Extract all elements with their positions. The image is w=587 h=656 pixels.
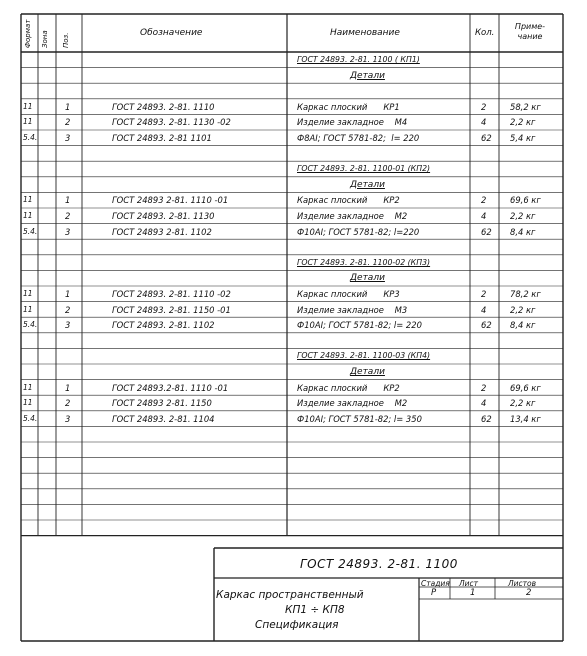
header-format: Формат bbox=[24, 19, 32, 48]
stamp-code: ГОСТ 24893. 2-81. 1100 bbox=[300, 557, 458, 571]
header-position: Поз. bbox=[62, 32, 70, 48]
row-position: 2 bbox=[65, 304, 71, 315]
row-designation: ГОСТ 24893 2-81. 1102 bbox=[112, 226, 212, 237]
header-note: Приме- чание bbox=[514, 22, 546, 41]
row-quantity: 62 bbox=[481, 133, 492, 143]
row-note: 78,2 кг bbox=[510, 289, 541, 299]
header-quantity: Кол. bbox=[475, 28, 495, 38]
row-note: 8,4 кг bbox=[510, 226, 536, 237]
stamp-title-line3: Спецификация bbox=[255, 619, 339, 631]
row-position: 3 bbox=[65, 133, 71, 143]
row-quantity: 62 bbox=[481, 320, 492, 331]
stamp-stage-value: Р bbox=[431, 588, 437, 598]
row-quantity: 4 bbox=[481, 211, 487, 221]
row-format: 11 bbox=[23, 117, 33, 127]
row-designation: ГОСТ 24893. 2-81. 1102 bbox=[112, 320, 215, 331]
row-assembly-code: ГОСТ 24893. 2-81. 1100 ( КП1) bbox=[297, 55, 420, 64]
stamp-sheets-label: Листов bbox=[508, 579, 537, 588]
row-designation: ГОСТ 24893. 2-81. 1150 -01 bbox=[112, 304, 231, 315]
row-note: 2,2 кг bbox=[510, 398, 536, 409]
row-note: 8,4 кг bbox=[510, 320, 536, 331]
row-format: 5.4. bbox=[23, 320, 38, 330]
row-format: 11 bbox=[23, 101, 33, 111]
row-assembly-code: ГОСТ 24893. 2-81. 1100-01 (КП2) bbox=[297, 164, 431, 174]
row-name: Изделие закладное М2 bbox=[297, 398, 408, 409]
row-designation: ГОСТ 24893 2-81. 1110 -01 bbox=[112, 195, 229, 206]
row-quantity: 2 bbox=[481, 382, 487, 393]
row-section-title: Детали bbox=[350, 367, 385, 377]
stamp-sheet-label: Лист bbox=[459, 579, 479, 588]
row-name: Каркас плоский КР3 bbox=[297, 289, 400, 299]
stamp-title-line1: Каркас пространственный bbox=[216, 589, 364, 601]
row-quantity: 4 bbox=[481, 117, 487, 128]
row-quantity: 2 bbox=[481, 195, 487, 206]
row-position: 1 bbox=[65, 101, 71, 112]
row-position: 2 bbox=[65, 117, 71, 128]
row-designation: ГОСТ 24893. 2-81. 1130 bbox=[112, 211, 215, 221]
row-note: 2,2 кг bbox=[510, 304, 536, 315]
row-name: Ф8АI; ГОСТ 5781-82; l= 220 bbox=[297, 133, 420, 143]
row-designation: ГОСТ 24893.2-81. 1110 -01 bbox=[112, 382, 229, 393]
row-position: 2 bbox=[65, 211, 71, 221]
header-designation: Обозначение bbox=[140, 28, 203, 38]
row-designation: ГОСТ 24893. 2-81. 1104 bbox=[112, 413, 215, 424]
stamp-sheet-value: 1 bbox=[470, 588, 476, 598]
row-format: 11 bbox=[23, 195, 33, 205]
row-name: Каркас плоский КР2 bbox=[297, 382, 400, 393]
row-position: 3 bbox=[65, 413, 71, 424]
row-note: 69,6 кг bbox=[510, 195, 541, 206]
row-format: 5.4. bbox=[23, 133, 38, 142]
row-designation: ГОСТ 24893 2-81. 1150 bbox=[112, 398, 212, 409]
row-quantity: 4 bbox=[481, 398, 487, 409]
row-quantity: 62 bbox=[481, 413, 492, 424]
row-format: 5.4. bbox=[23, 226, 38, 236]
row-section-title: Детали bbox=[350, 179, 385, 190]
row-name: Изделие закладное М3 bbox=[297, 304, 408, 315]
row-position: 1 bbox=[65, 195, 71, 206]
row-name: Ф10АI; ГОСТ 5781-82; l=220 bbox=[297, 226, 420, 237]
row-designation: ГОСТ 24893. 2-81. 1130 -02 bbox=[112, 117, 231, 128]
stamp-stage-label: Стадия bbox=[421, 579, 450, 588]
stamp-sheets-value: 2 bbox=[526, 588, 532, 598]
row-position: 3 bbox=[65, 320, 71, 331]
row-format: 11 bbox=[23, 382, 33, 392]
stamp-title-line2: КП1 ÷ КП8 bbox=[285, 604, 345, 616]
row-quantity: 2 bbox=[481, 101, 487, 112]
row-section-title: Детали bbox=[350, 273, 385, 284]
row-position: 3 bbox=[65, 226, 71, 237]
row-designation: ГОСТ 24893. 2-81. 1110 bbox=[112, 101, 215, 112]
row-note: 2,2 кг bbox=[510, 211, 536, 221]
row-format: 11 bbox=[23, 289, 33, 298]
row-assembly-code: ГОСТ 24893. 2-81. 1100-02 (КП3) bbox=[297, 257, 431, 267]
row-format: 11 bbox=[23, 211, 33, 220]
row-name: Ф10АI; ГОСТ 5781-82; l= 220 bbox=[297, 320, 422, 331]
header-name: Наименование bbox=[330, 28, 400, 38]
row-position: 2 bbox=[65, 398, 71, 409]
row-designation: ГОСТ 24893. 2-81 1101 bbox=[112, 133, 212, 143]
row-position: 1 bbox=[65, 382, 71, 393]
row-note: 58,2 кг bbox=[510, 101, 541, 112]
row-quantity: 2 bbox=[481, 289, 487, 299]
row-name: Каркас плоский КР2 bbox=[297, 195, 400, 206]
row-note: 5,4 кг bbox=[510, 133, 536, 143]
row-position: 1 bbox=[65, 289, 71, 299]
row-quantity: 4 bbox=[481, 304, 487, 315]
row-section-title: Детали bbox=[350, 70, 385, 81]
row-quantity: 62 bbox=[481, 226, 492, 237]
row-assembly-code: ГОСТ 24893. 2-81. 1100-03 (КП4) bbox=[297, 351, 431, 361]
row-note: 69,6 кг bbox=[510, 382, 541, 393]
row-name: Изделие закладное М4 bbox=[297, 117, 408, 128]
row-note: 2,2 кг bbox=[510, 117, 536, 128]
row-name: Каркас плоский КР1 bbox=[297, 101, 400, 112]
row-note: 13,4 кг bbox=[510, 413, 541, 424]
row-designation: ГОСТ 24893. 2-81. 1110 -02 bbox=[112, 289, 231, 299]
row-format: 11 bbox=[23, 398, 33, 408]
row-name: Ф10АI; ГОСТ 5781-82; l= 350 bbox=[297, 413, 422, 424]
row-format: 5.4. bbox=[23, 413, 38, 423]
row-name: Изделие закладное М2 bbox=[297, 211, 408, 221]
row-format: 11 bbox=[23, 304, 33, 314]
header-zone: Зона bbox=[41, 30, 49, 48]
